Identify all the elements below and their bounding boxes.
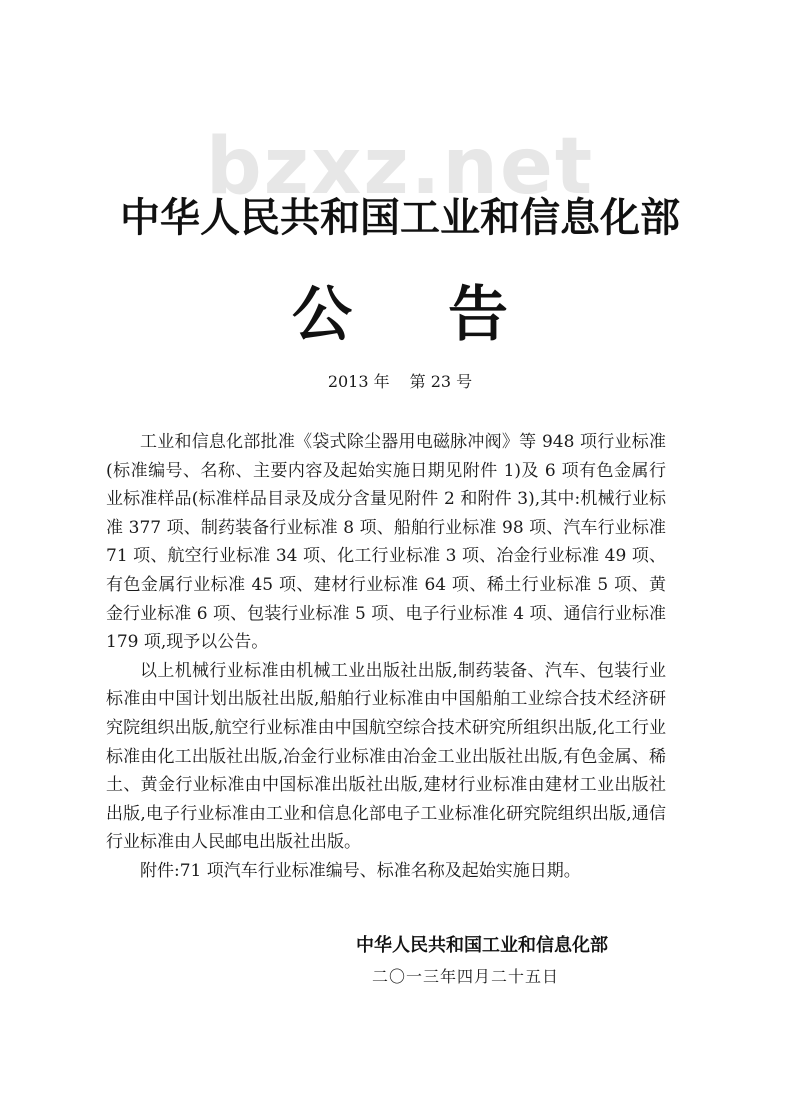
issue-number: 第 23 号 [409,372,473,391]
signature-date: 二〇一三年四月二十五日 [372,967,560,986]
notice-body [106,428,666,886]
body-paragraph-1: 工业和信息化部批准《袋式除尘器用电磁脉冲阀》等 948 项行业标准(标准编号、名称、主要内容及起始实施日期见附件 1)及 6 项有色金属行业标准样品(标准样品目录及成分含量见附件 2 和附件 3),其中:机械行业标准 377 项、制药装备行业标准 8 项、船舶行业标准 98 项、汽车行业标准 71 项、航空行业标准 34 项、化工行业标准 3 项、冶金行业标准 49 项、有色金属行业标准 45 项、建材行业标准 64 项、稀土行业标准 5 项、黄金行业标准 6 项、包装行业标准 5 项、电子行业标准 4 项、通信行业标准 179 项,现予以公告。 [106,432,666,653]
notice-title-char-1: 公 [292,280,352,350]
attachment-line: 附件:71 项汽车行业标准编号、标准名称及起始实施日期。 [140,860,581,881]
body-paragraph-2: 以上机械行业标准由机械工业出版社出版,制药装备、汽车、包装行业标准由中国计划出版社出版,船舶行业标准由中国船舶工业综合技术经济研究院组织出版,航空行业标准由中国航空综合技术研究所组织出版,化工行业标准由化工出版社出版,冶金行业标准由冶金工业出版社出版,有色金属、稀土、黄金行业标准由中国标准出版社出版,建材行业标准由建材工业出版社出版,电子行业标准由工业和信息化部电子工业标准化研究院组织出版,通信行业标准由人民邮电出版社出版。 [106,660,666,853]
notice-title-char-2: 告 [448,280,508,350]
issue-year: 2013 年 [327,372,390,391]
notice-title [150,282,650,348]
signature-organization: 中华人民共和国工业和信息化部 [356,935,608,956]
watermark: bzxz.net [205,122,595,212]
issue-number-line [200,372,600,392]
issuing-organization-title: 中华人民共和国工业和信息化部 [120,195,680,241]
